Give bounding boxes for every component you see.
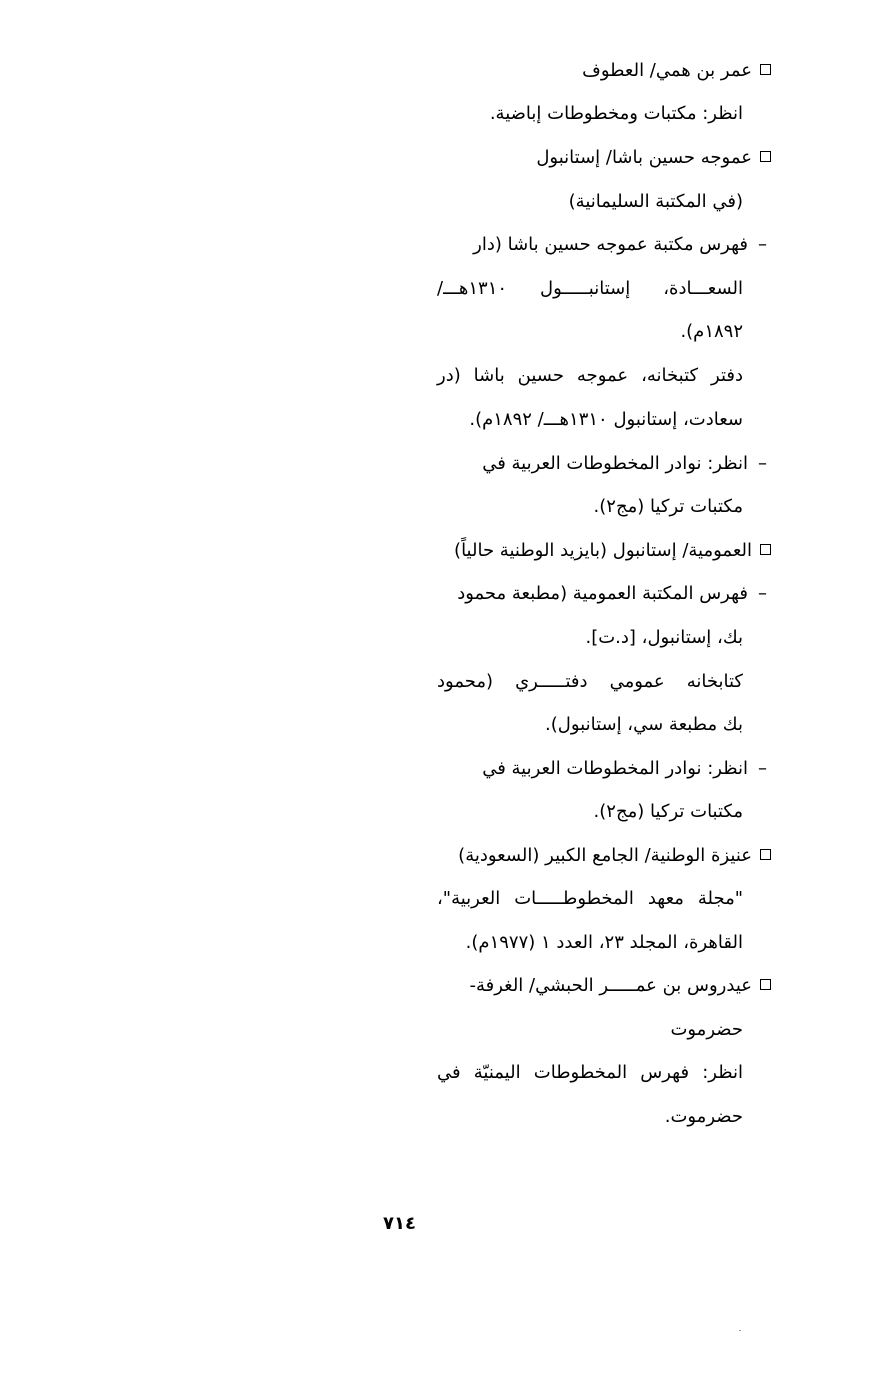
catalog-line: دفتر كتبخانه، عموجه حسين باشا (در: [437, 365, 743, 386]
scan-speck: [739, 1330, 741, 1331]
checkbox-square-icon: [760, 849, 771, 860]
dash-marker: –: [758, 583, 767, 604]
catalog-line: سعادت، إستانبول ١٣١٠هـــ/ ١٨٩٢م).: [469, 409, 743, 430]
entry-subtitle: (في المكتبة السليمانية): [568, 191, 743, 212]
catalog-line: –فهرس مكتبة عموجه حسين باشا (دار: [473, 234, 767, 255]
catalog-line: السعـــادة، إستانبـــــول ١٣١٠هـــ/: [437, 278, 743, 299]
checkbox-square-icon: [760, 544, 771, 555]
dash-marker: –: [758, 758, 767, 779]
checkbox-square-icon: [760, 979, 771, 990]
entry-heading: عيدروس بن عمـــــر الحبشي/ الغرفة-: [469, 974, 771, 998]
entry-heading: عمر بن همي/ العطوف: [582, 59, 771, 83]
entry-heading-continued: حضرموت: [670, 1019, 743, 1040]
entry-heading: عنيزة الوطنية/ الجامع الكبير (السعودية): [458, 844, 771, 868]
catalog-line: كتابخانه عمومي دفتـــــري (محمود: [437, 671, 743, 692]
see-reference: –انظر: نوادر المخطوطات العربية في: [482, 453, 767, 474]
see-reference: انظر: مكتبات ومخطوطات إباضية.: [489, 103, 743, 124]
checkbox-square-icon: [760, 64, 771, 75]
see-reference: حضرموت.: [664, 1106, 743, 1127]
see-reference: مكتبات تركيا (مج٢).: [593, 801, 743, 822]
catalog-line: –فهرس المكتبة العمومية (مطبعة محمود: [457, 583, 767, 604]
see-reference: مكتبات تركيا (مج٢).: [593, 496, 743, 517]
entry-heading: عموجه حسين باشا/ إستانبول: [536, 146, 771, 170]
dash-marker: –: [758, 453, 767, 474]
journal-line: القاهرة، المجلد ٢٣، العدد ١ (١٩٧٧م).: [465, 932, 743, 953]
catalog-line: ١٨٩٢م).: [680, 321, 743, 342]
entry-heading: العمومية/ إستانبول (بايزيد الوطنية حالياً): [454, 539, 771, 563]
checkbox-square-icon: [760, 151, 771, 162]
catalog-line: بك، إستانبول، [د.ت].: [585, 627, 743, 648]
catalog-line: بك مطبعة سي، إستانبول).: [545, 714, 743, 735]
dash-marker: –: [758, 234, 767, 255]
page-number: ٧١٤: [383, 1213, 416, 1234]
journal-line: "مجلة معهد المخطوطـــــات العربية"،: [437, 888, 743, 909]
see-reference: –انظر: نوادر المخطوطات العربية في: [482, 758, 767, 779]
see-reference: انظر: فهرس المخطوطات اليمنيّة في: [437, 1062, 743, 1083]
